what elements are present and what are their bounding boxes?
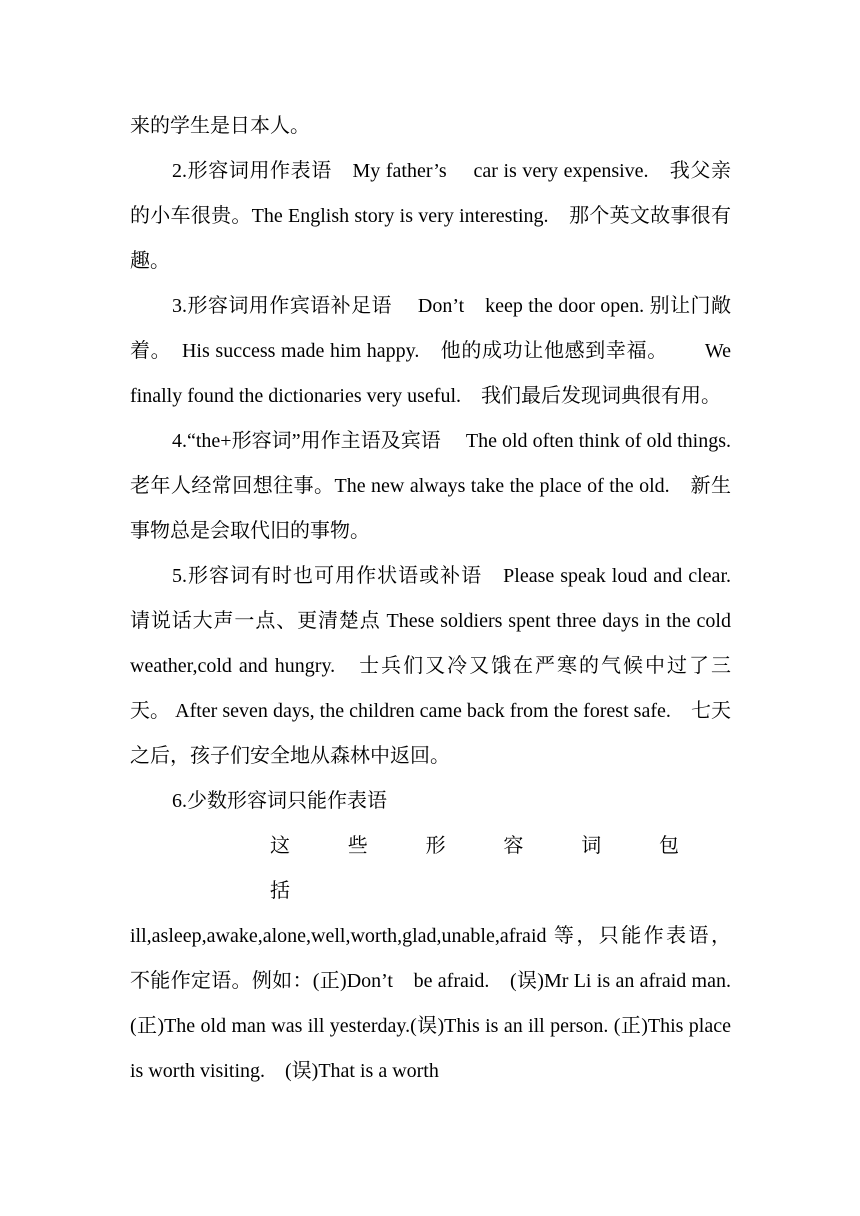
- paragraph-object-complement: 3.形容词用作宾语补足语 Don’t keep the door open. 别让门敞着。 His success made him happy. 他的成功让他感到幸福。 We finally found the dictionaries very useful. 我们最后发现词典很有用。: [130, 295, 731, 407]
- paragraph-continuation: 来的学生是日本人。: [130, 115, 310, 137]
- paragraph-the-adjective: 4.“the+形容词”用作主语及宾语 The old often think of old things.老年人经常回想往事。The new always take the place of the old. 新生事物总是会取代旧的事物。: [130, 430, 731, 542]
- paragraph-adverbial: 5.形容词有时也可用作状语或补语 Please speak loud and clear. 请说话大声一点、更清楚点 These soldiers spent three days in the cold weather,cold and hungry. 士兵们又冷又饿在严寒的气候中过了三天。 After seven days, the children came back from the forest safe. 七天之后，孩子们安全地从森林中返回。: [130, 565, 751, 767]
- paragraph-examples: ill,asleep,awake,alone,well,worth,glad,unable,afraid 等，只能作表语，不能作定语。例如：(正)Don’t be afraid. (误)Mr Li is an afraid man. (正)The old man was ill yesterday.(误)This is an ill person. (正)This place is worth visiting. (误)That is a worth: [130, 925, 756, 1082]
- paragraph-predicative: 2.形容词用作表语 My father’s car is very expensive. 我父亲的小车很贵。The English story is very interesting. 那个英文故事很有趣。: [130, 160, 731, 272]
- spread-text: 这些形容词包括: [270, 835, 731, 902]
- paragraph-predicative-only-heading: 6.少数形容词只能作表语: [172, 790, 387, 812]
- document-body: [130, 104, 756, 1094]
- paragraph-spread-line: [130, 824, 731, 914]
